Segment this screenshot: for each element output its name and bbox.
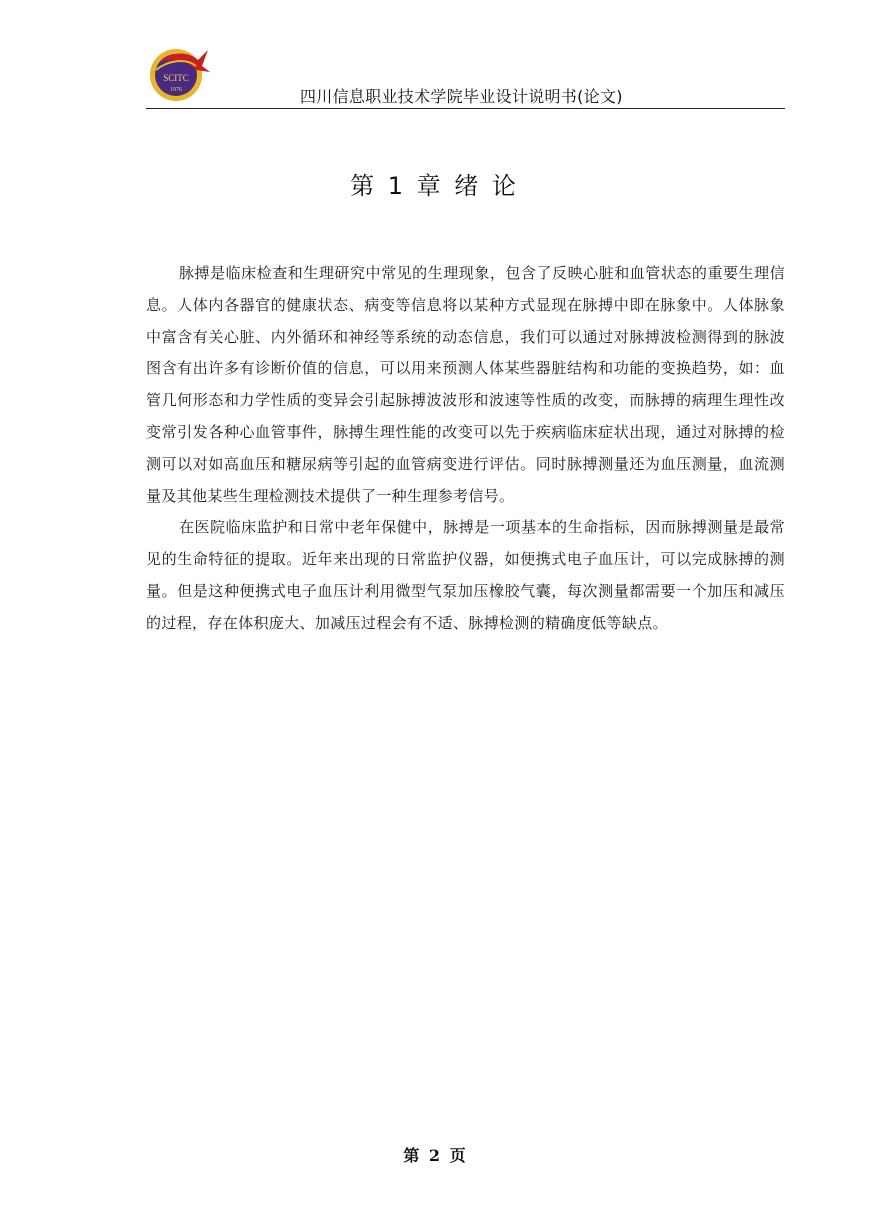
page-number: 第 2 页 xyxy=(403,1146,466,1165)
header-title: 四川信息职业技术学院毕业设计说明书(论文) xyxy=(300,87,623,106)
paragraph-1: 脉搏是临床检查和生理研究中常见的生理现象，包含了反映心脏和血管状态的重要生理信息。人体内各器官的健康状态、病变等信息将以某种方式显现在脉搏中即在脉象中。人体脉象中富含有关心脏、内外循环和神经等系统的动态信息，我们可以通过对脉搏波检测得到的脉波图含有出许多有诊断价值的信息，可以用来预测人体某些器脏结构和功能的变换趋势，如：血管几何形态和力学性质的变异会引起脉搏波波形和波速等性质的改变，而脉搏的病理生理性改变常引发各种心血管事件，脉搏生理性能的改变可以先于疾病临床症状出现，通过对脉搏的检测可以对如高血压和糖尿病等引起的血管病变进行评估。同时脉搏测量还为血压测量，血流测量及其他某些生理检测技术提供了一种生理参考信号。 xyxy=(146,264,785,505)
paragraph-2: 在医院临床监护和日常中老年保健中，脉搏是一项基本的生命指标，因而脉搏测量是最常见的生命特征的提取。近年来出现的日常监护仪器，如便携式电子血压计，可以完成脉搏的测量。但是这种便携式电子血压计利用微型气泵加压橡胶气囊，每次测量都需要一个加压和减压的过程，存在体积庞大、加减压过程会有不适、脉搏检测的精确度低等缺点。 xyxy=(146,518,785,632)
header-divider xyxy=(146,108,785,109)
school-logo xyxy=(146,44,212,104)
logo-text: SCITC xyxy=(163,73,189,83)
chapter-title: 第 1 章 绪 论 xyxy=(350,172,519,200)
body-text xyxy=(146,258,785,640)
logo-year: 1976 xyxy=(170,87,182,93)
school-logo-icon xyxy=(146,44,212,104)
